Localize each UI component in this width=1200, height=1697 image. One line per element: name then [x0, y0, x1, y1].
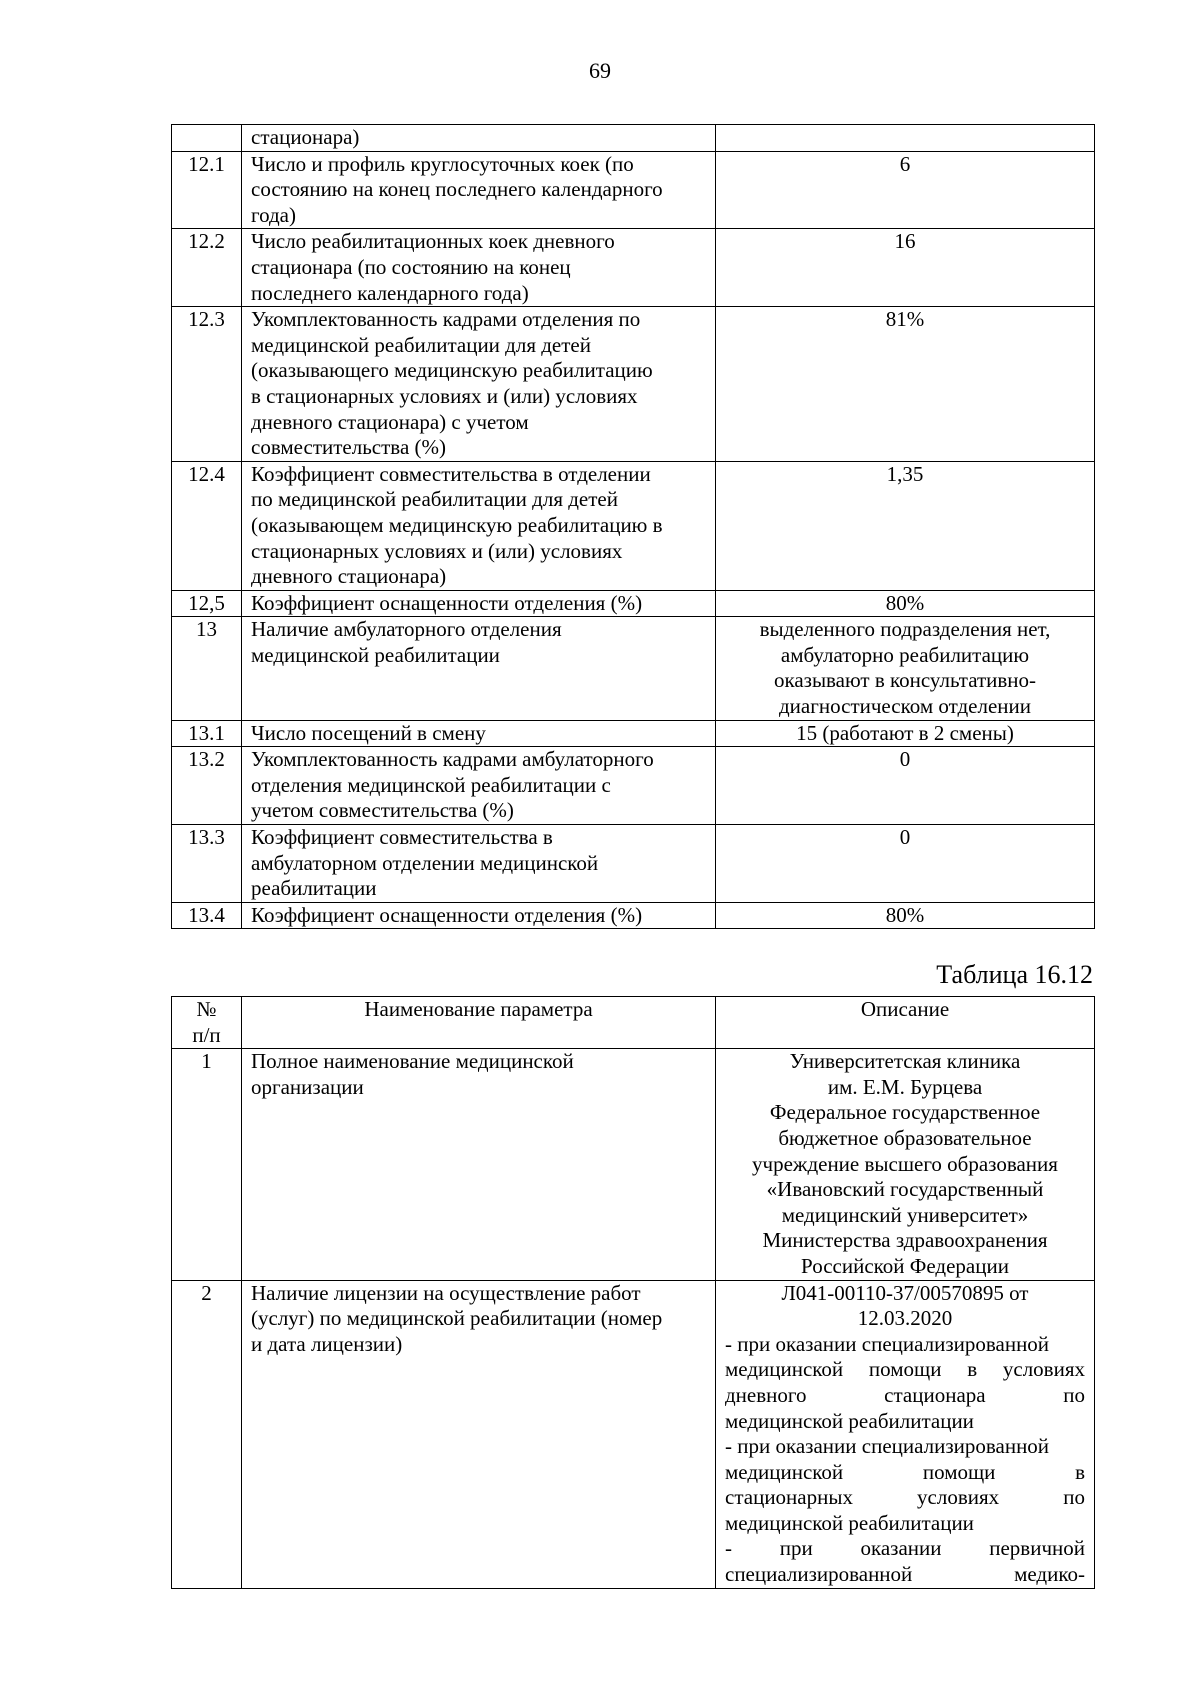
row-value-cell [716, 229, 1095, 307]
value-line: 15 (работают в 2 смены) [796, 720, 1014, 745]
row-num-cell: 12.3 [172, 307, 242, 462]
table-header-row [172, 997, 1095, 1049]
row-num-cell [172, 125, 242, 152]
param-line: Коэффициент оснащенности отделения (%) [251, 590, 643, 615]
value-line: учреждение высшего образования [752, 1151, 1058, 1176]
table-row [172, 617, 1095, 720]
license-text-line: специализированной медико- [725, 1562, 1085, 1587]
license-text-line: - при оказании первичной [725, 1536, 1085, 1561]
table-row [172, 1280, 1095, 1588]
value-line [725, 125, 1085, 151]
row-num-cell: 13.2 [172, 747, 242, 825]
param-line: Укомплектованность кадрами отделения по [251, 307, 641, 332]
row-param-cell [242, 125, 716, 152]
param-line: по медицинской реабилитации для детей [251, 487, 618, 512]
table-row [172, 902, 1095, 929]
header-param-cell: Наименование параметра [242, 997, 716, 1049]
param-line: организации [251, 1074, 364, 1099]
value-line: Министерства здравоохранения [762, 1228, 1048, 1253]
param-line: Число посещений в смену [251, 720, 486, 745]
row-value-cell [716, 307, 1095, 462]
param-line: Коэффициент совместительства в [251, 825, 553, 850]
row-value-cell [716, 1049, 1095, 1280]
param-line: стационара) [251, 125, 360, 149]
value-line: Университетская клиника [789, 1049, 1021, 1074]
license-text-line: медицинской реабилитации [725, 1510, 974, 1535]
row-num-cell: 13.3 [172, 825, 242, 903]
value-line: амбулаторно реабилитацию [780, 642, 1030, 667]
param-line: (услуг) по медицинской реабилитации (номер [251, 1306, 663, 1331]
param-line: стационарных условиях и (или) условиях [251, 538, 623, 563]
row-value-cell [716, 720, 1095, 747]
row-num-cell: 12.4 [172, 461, 242, 590]
row-value-cell [716, 590, 1095, 617]
row-value-cell [716, 902, 1095, 929]
param-line: (оказывающем медицинскую реабилитацию в [251, 512, 663, 537]
param-line: Укомплектованность кадрами амбулаторного [251, 747, 654, 772]
table-row [172, 151, 1095, 229]
param-line: Наличие амбулаторного отделения [251, 617, 562, 642]
param-line: Коэффициент совместительства в отделении [251, 461, 651, 486]
row-param-cell [242, 461, 716, 590]
value-line: выделенного подразделения нет, [759, 617, 1051, 642]
header-num-line: п/п [192, 1022, 221, 1047]
row-param-cell [242, 825, 716, 903]
row-param-cell [242, 590, 716, 617]
param-line: дневного стационара) [251, 564, 447, 589]
table-row [172, 720, 1095, 747]
param-line: отделения медицинской реабилитации с [251, 772, 611, 797]
value-line: 6 [899, 151, 911, 176]
param-line: состоянию на конец последнего календарного [251, 177, 663, 202]
table-row [172, 125, 1095, 152]
value-line: Федеральное государственное [769, 1100, 1041, 1125]
param-line: реабилитации [251, 876, 377, 901]
row-param-cell [242, 747, 716, 825]
param-line: (оказывающего медицинскую реабилитацию [251, 358, 653, 383]
header-desc-cell: Описание [716, 997, 1095, 1049]
license-text-line: медицинской реабилитации [725, 1408, 974, 1433]
value-line: бюджетное образовательное [778, 1125, 1032, 1150]
param-line: Число и профиль круглосуточных коек (по [251, 151, 634, 176]
value-line: 80% [885, 590, 925, 615]
table-16-12 [171, 996, 1095, 1589]
value-line: диагностическом отделении [779, 694, 1031, 719]
row-num-cell: 12.1 [172, 151, 242, 229]
row-value-cell [716, 747, 1095, 825]
value-line: Российской Федерации [801, 1253, 1009, 1278]
param-line: медицинской реабилитации для детей [251, 332, 591, 357]
license-date-line: 12.03.2020 [857, 1306, 953, 1331]
row-param-cell [242, 307, 716, 462]
license-number-line: Л041-00110-37/00570895 от [781, 1280, 1029, 1305]
value-line: 80% [885, 902, 925, 927]
row-num-cell: 12.2 [172, 229, 242, 307]
license-text-line: - при оказании специализированной [725, 1331, 1050, 1356]
value-line: 1,35 [886, 461, 924, 486]
param-line: учетом совместительства (%) [251, 798, 514, 823]
row-num-cell: 13.1 [172, 720, 242, 747]
param-line: амбулаторном отделении медицинской [251, 850, 599, 875]
param-line: последнего календарного года) [251, 280, 529, 305]
row-num-cell: 1 [172, 1049, 242, 1280]
row-value-cell [716, 617, 1095, 720]
table-row [172, 229, 1095, 307]
row-num-cell: 13 [172, 617, 242, 720]
param-line: Наличие лицензии на осуществление работ [251, 1280, 641, 1305]
param-line: дневного стационара) с учетом [251, 409, 529, 434]
param-line: Полное наименование медицинской [251, 1049, 574, 1074]
row-param-cell [242, 720, 716, 747]
value-line: им. Е.М. Бурцева [827, 1074, 983, 1099]
table-row [172, 461, 1095, 590]
param-line: и дата лицензии) [251, 1331, 403, 1356]
value-line: оказывают в консультативно- [773, 668, 1037, 693]
license-text-line: дневного стационара по [725, 1382, 1085, 1407]
table-row [172, 747, 1095, 825]
table-row [172, 825, 1095, 903]
row-num-cell: 12,5 [172, 590, 242, 617]
row-num-cell: 13.4 [172, 902, 242, 929]
row-value-cell [716, 461, 1095, 590]
row-value-cell [716, 151, 1095, 229]
param-line: медицинской реабилитации [251, 642, 500, 667]
value-line: 81% [885, 307, 925, 332]
license-text-line: - при оказании специализированной [725, 1434, 1050, 1459]
param-line: Число реабилитационных коек дневного [251, 229, 615, 254]
row-param-cell [242, 902, 716, 929]
row-param-cell [242, 617, 716, 720]
license-description-cell [716, 1280, 1095, 1588]
row-value-cell [716, 825, 1095, 903]
param-line: стационара (по состоянию на конец [251, 254, 571, 279]
value-line: медицинский университет» [781, 1202, 1029, 1227]
license-text-line: стационарных условиях по [725, 1485, 1085, 1510]
license-text-line: медицинской помощи в условиях [725, 1357, 1085, 1382]
row-param-cell [242, 151, 716, 229]
parameters-table-continued [171, 124, 1095, 929]
value-line: 16 [894, 229, 916, 254]
param-line: Коэффициент оснащенности отделения (%) [251, 902, 643, 927]
param-line: в стационарных условиях и (или) условиях [251, 383, 638, 408]
license-text-line: медицинской помощи в [725, 1459, 1085, 1484]
value-line: 0 [899, 825, 911, 850]
row-param-cell [242, 229, 716, 307]
table-caption: Таблица 16.12 [936, 960, 1093, 989]
value-line: «Ивановский государственный [766, 1177, 1044, 1202]
table-row [172, 590, 1095, 617]
param-line: совместительства (%) [251, 435, 446, 460]
row-num-cell: 2 [172, 1280, 242, 1588]
row-value-cell [716, 125, 1095, 152]
header-num-cell [172, 997, 242, 1049]
header-num-line: № [196, 997, 217, 1021]
row-param-cell [242, 1280, 716, 1588]
row-param-cell [242, 1049, 716, 1280]
value-line: 0 [899, 747, 911, 772]
table-row [172, 307, 1095, 462]
param-line: года) [251, 202, 296, 227]
table-row [172, 1049, 1095, 1280]
page-number: 69 [589, 58, 611, 83]
